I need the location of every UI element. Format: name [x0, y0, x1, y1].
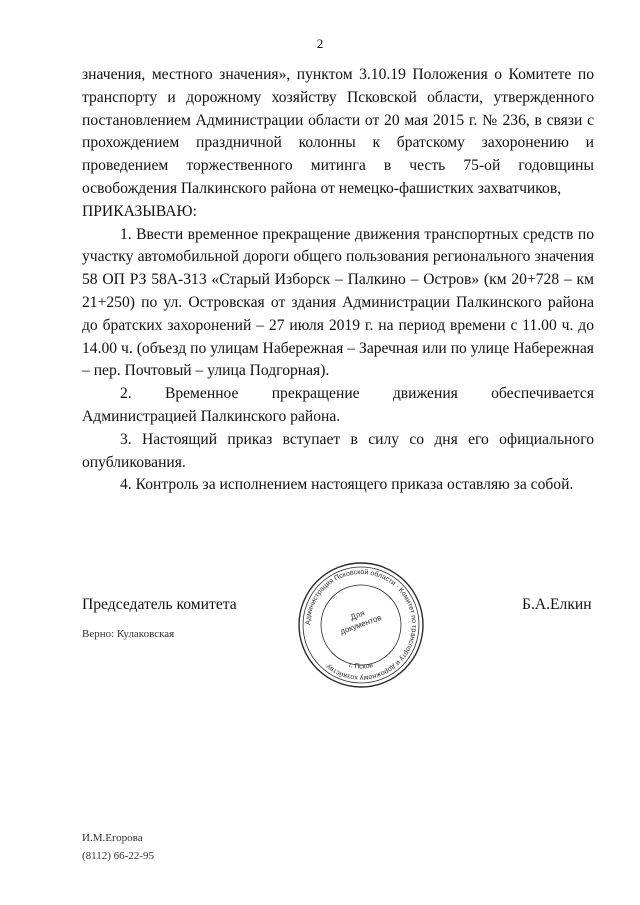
executor-name: И.М.Егорова [82, 832, 143, 844]
official-stamp [296, 560, 426, 690]
order-item-3: 3. Настоящий приказ вступает в силу со дня его официального опубликования. [82, 430, 594, 471]
stamp-center-text: Для документов [338, 608, 383, 637]
order-item-1: 1. Ввести временное прекращение движения транспортных средств по участку автомобильной дороги общего пользования регионального значения 58 ОП РЗ 58А-313 «Старый Изборск – Палкино – Остров» (км 20+728 – км 21+250) по ул. Островская от здания Администрации Палкинского района до братских захоронений – 27 июля 2019 г. на период времени с 11.00 ч. до 14.00 ч. (объезд по улицам Набережная – Заречная или по улице Набережная – пер. Почтовый – улица Подгорная). [82, 225, 594, 380]
order-heading: ПРИКАЗЫВАЮ: [82, 202, 197, 220]
signature-name: Б.А.Елкин [522, 596, 592, 613]
intro-paragraph: значения, местного значения», пунктом 3.10.19 Положения о Комитете по транспорту и дорожному хозяйству Псковской области, утвержденного постановлением Администрации области от 20 мая 2015 г. № 236, в связи с прохождением праздничной колонны к братскому захоронению и проведением торжественного митинга в честь 75-ой годовщины освобождения Палкинского района от немецко-фашистких захватчиков, [82, 66, 594, 197]
order-item-4: 4. Контроль за исполнением настоящего приказа оставляю за собой. [120, 476, 574, 494]
order-item-2: 2. Временное прекращение движения обеспечивается Администрацией Палкинского района. [82, 385, 594, 425]
signature-title: Председатель комитета [82, 596, 237, 613]
stamp-bottom-text: г. Псков [348, 661, 374, 671]
document-body [82, 64, 594, 497]
executor-phone: (8112) 66-22-95 [82, 850, 154, 862]
certified-copy-note: Верно: Кулаковская [82, 628, 175, 640]
page-number: 2 [316, 36, 324, 51]
stamp-outer-text: Администрация Псковской области · Комитет по транспорту и дорожному хозяйству [304, 568, 418, 682]
